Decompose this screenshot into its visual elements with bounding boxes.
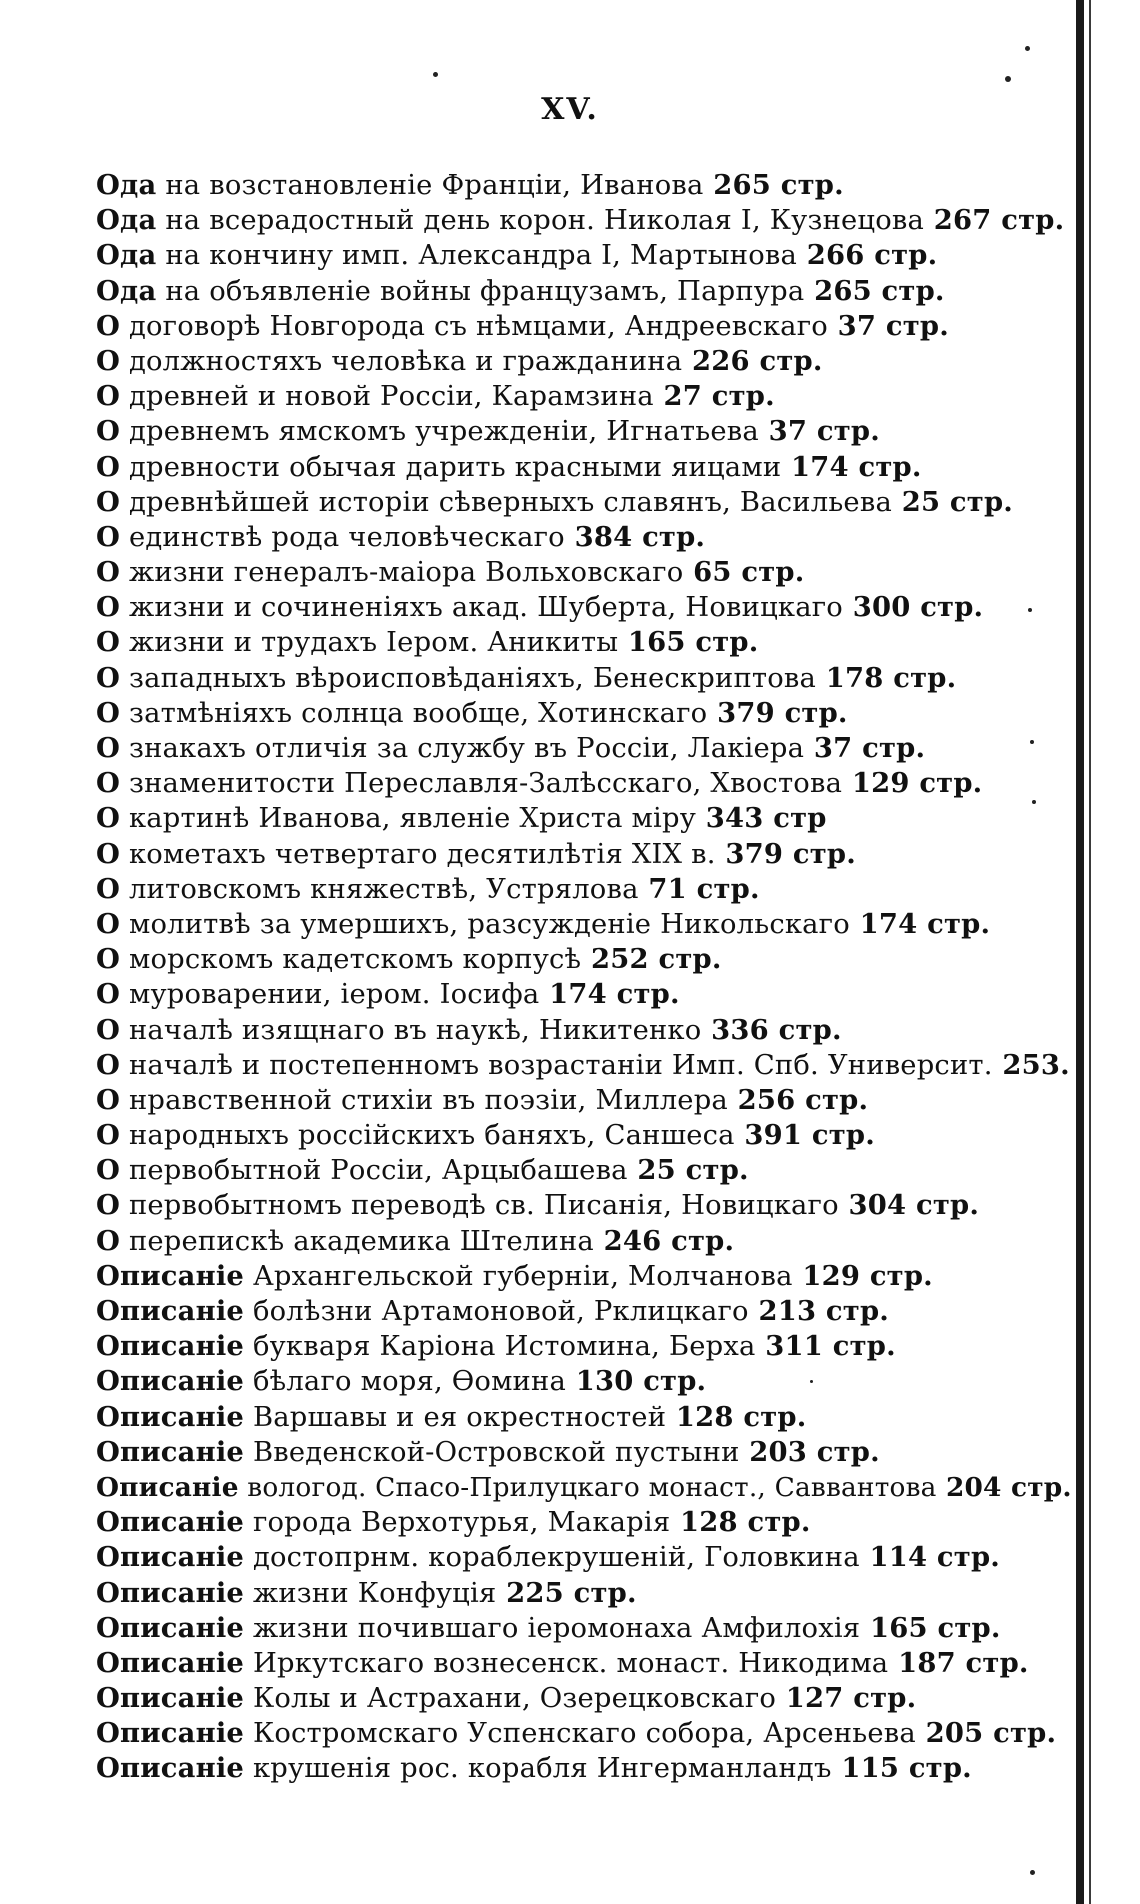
entry-title: букваря Каріона Истомина, Берха xyxy=(244,1331,756,1363)
index-entry xyxy=(96,1435,1076,1470)
entry-heading-word: Ода xyxy=(96,239,157,272)
entry-title: жизни и трудахъ Іером. Аникиты xyxy=(120,627,619,659)
index-entry xyxy=(96,907,1076,942)
index-entry xyxy=(96,1188,1076,1223)
entry-heading-word: Описаніе xyxy=(96,1682,245,1715)
entry-title: морскомъ кадетскомъ корпусѣ xyxy=(120,944,582,976)
index-entry xyxy=(96,977,1076,1012)
entry-title: первобытномъ переводѣ св. Писанія, Новицкаго xyxy=(120,1190,839,1222)
entry-page-ref: 343 стр xyxy=(696,802,827,835)
scan-speck xyxy=(1032,800,1036,804)
entry-page-ref: 37 стр. xyxy=(804,732,926,764)
entry-page-ref: 226 стр. xyxy=(682,344,823,377)
entry-heading-word: Ода xyxy=(96,274,157,307)
index-entry xyxy=(96,555,1076,590)
entry-title: знакахъ отличія за службу въ Россіи, Лакіера xyxy=(120,733,805,764)
entry-heading-word: О xyxy=(96,1224,121,1257)
index-entry xyxy=(96,731,1076,766)
scan-speck xyxy=(433,72,438,77)
entry-heading-word: О xyxy=(96,450,121,483)
entry-title: древнѣйшей исторіи сѣверныхъ славянъ, Васильева xyxy=(120,486,892,518)
entry-heading-word: О xyxy=(96,802,121,835)
index-entry xyxy=(96,309,1076,344)
entry-title: древности обычая дарить красными яицами xyxy=(120,451,782,483)
entry-title: Костромскаго Успенскаго собора, Арсеньева xyxy=(244,1718,916,1750)
index-entry xyxy=(96,1646,1076,1681)
entry-page-ref: 37 стр. xyxy=(758,415,880,448)
entry-page-ref: 174 стр. xyxy=(849,907,991,940)
entry-page-ref: 266 стр. xyxy=(797,239,938,272)
entry-heading-word: О xyxy=(96,309,121,342)
entry-title: Варшавы и ея окрестностей xyxy=(244,1401,667,1433)
page-number: XV. xyxy=(541,92,599,127)
entry-title: жизни и сочиненіяхъ акад. Шуберта, Новицкаго xyxy=(120,592,843,624)
entry-page-ref: 129 стр. xyxy=(792,1259,933,1292)
index-entry xyxy=(96,1576,1076,1611)
entry-page-ref: 304 стр. xyxy=(838,1189,980,1222)
entry-title: на объявленіе войны французамъ, Парпура xyxy=(156,275,805,307)
index-entry xyxy=(96,942,1076,977)
index-entry xyxy=(96,1013,1076,1048)
entry-title: крушенія рос. корабля Ингерманландъ xyxy=(244,1753,832,1785)
entry-heading-word: О xyxy=(96,591,121,624)
entry-page-ref: 114 стр. xyxy=(859,1541,1001,1574)
entry-title: молитвѣ за умершихъ, разсужденіе Никольскаго xyxy=(120,908,850,940)
entry-page-ref: 336 стр. xyxy=(701,1013,842,1046)
entry-heading-word: Описаніе xyxy=(96,1752,245,1785)
entry-page-ref: 213 стр. xyxy=(748,1295,890,1327)
entry-heading-word: О xyxy=(96,696,121,729)
index-entry xyxy=(96,661,1076,696)
entry-title: перепискѣ академика Штелина xyxy=(120,1225,594,1257)
entry-page-ref: 71 стр. xyxy=(638,872,760,905)
entry-title: литовскомъ княжествѣ, Устрялова xyxy=(120,873,639,905)
entry-page-ref: 27 стр. xyxy=(653,380,775,413)
index-entry xyxy=(96,450,1076,485)
index-entry xyxy=(96,625,1076,660)
entry-heading-word: Описаніе xyxy=(96,1471,239,1503)
entry-page-ref: 384 стр. xyxy=(564,520,706,553)
entry-title: жизни почившаго іеромонаха Амфилохія xyxy=(244,1612,861,1644)
index-entry xyxy=(96,1400,1076,1435)
index-entry xyxy=(96,872,1076,907)
index-entry xyxy=(96,1540,1076,1575)
index-entry xyxy=(96,1294,1076,1329)
entry-title: Иркутскаго вознесенск. монаст. Никодима xyxy=(244,1647,889,1679)
entry-heading-word: Описаніе xyxy=(96,1400,245,1433)
index-entry xyxy=(96,696,1076,731)
entry-page-ref: 128 стр. xyxy=(670,1506,811,1539)
entry-heading-word: О xyxy=(96,732,121,764)
index-entry xyxy=(96,344,1076,379)
entry-heading-word: О xyxy=(96,626,121,659)
index-entry xyxy=(96,837,1076,872)
entry-page-ref: 300 стр. xyxy=(842,591,984,624)
entry-title: началѣ изящнаго въ наукѣ, Никитенко xyxy=(120,1014,702,1046)
entry-page-ref: 379 стр. xyxy=(707,696,848,729)
entry-title: жизни генералъ-маіора Вольховскаго xyxy=(120,557,684,589)
entry-heading-word: О xyxy=(96,485,121,518)
entry-heading-word: Описаніе xyxy=(96,1365,245,1398)
entry-page-ref: 65 стр. xyxy=(683,556,805,589)
index-entry xyxy=(96,590,1076,625)
scan-speck xyxy=(1025,46,1030,51)
entry-title: договорѣ Новгорода съ нѣмцами, Андреевскаго xyxy=(120,310,828,342)
entry-heading-word: О xyxy=(96,1119,121,1152)
index-entry xyxy=(96,1681,1076,1716)
index-entry xyxy=(96,379,1076,414)
entry-page-ref: 37 стр. xyxy=(827,309,949,342)
entry-heading-word: О xyxy=(96,1013,121,1046)
entry-title: западныхъ вѣроисповѣданіяхъ, Бенескриптова xyxy=(120,662,817,694)
entry-page-ref: 252 стр. xyxy=(581,943,722,976)
entry-heading-word: Описаніе xyxy=(96,1330,245,1363)
entry-heading-word: О xyxy=(96,837,121,870)
entry-heading-word: Описаніе xyxy=(96,1611,245,1644)
entry-title: достопрнм. кораблекрушеній, Головкина xyxy=(244,1542,860,1574)
entry-heading-word: О xyxy=(96,943,121,976)
index-entry xyxy=(96,203,1076,238)
index-entry xyxy=(96,485,1076,520)
index-entry-list xyxy=(96,168,1076,1787)
index-entry xyxy=(96,168,1076,203)
index-entry xyxy=(96,1364,1076,1399)
entry-page-ref: 246 стр. xyxy=(593,1224,735,1257)
entry-heading-word: О xyxy=(96,1154,121,1187)
entry-title: древнемъ ямскомъ учрежденіи, Игнатьева xyxy=(120,416,759,448)
entry-title: Архангельской губерніи, Молчанова xyxy=(244,1260,793,1292)
entry-page-ref: 128 стр. xyxy=(666,1400,807,1433)
entry-page-ref: 265 стр. xyxy=(804,274,945,307)
entry-title: нравственной стихіи въ поэзіи, Миллера xyxy=(120,1084,728,1116)
entry-page-ref: 130 стр. xyxy=(565,1365,707,1398)
index-entry xyxy=(96,1118,1076,1153)
scan-speck xyxy=(1028,608,1032,612)
index-entry xyxy=(96,414,1076,449)
entry-page-ref: 267 стр. xyxy=(924,204,1065,237)
index-entry xyxy=(96,238,1076,273)
entry-heading-word: О xyxy=(96,520,121,553)
entry-page-ref: 178 стр. xyxy=(816,661,957,694)
entry-page-ref: 391 стр. xyxy=(734,1119,875,1152)
entry-page-ref: 225 стр. xyxy=(496,1576,637,1609)
entry-heading-word: Описаніе xyxy=(96,1259,245,1292)
entry-heading-word: Ода xyxy=(96,204,157,237)
scan-speck xyxy=(1030,740,1034,744)
entry-page-ref: 25 стр. xyxy=(627,1154,749,1187)
entry-page-ref: 165 стр. xyxy=(860,1611,1001,1644)
entry-heading-word: О xyxy=(96,344,121,377)
index-entry xyxy=(96,1329,1076,1364)
entry-title: вологод. Спасо-Прилуцкаго монаст., Саввантова xyxy=(238,1472,937,1503)
scan-speck xyxy=(810,1380,813,1383)
entry-page-ref: 256 стр. xyxy=(727,1083,869,1116)
index-entry xyxy=(96,766,1076,801)
entry-title: Колы и Астрахани, Озерецковскаго xyxy=(244,1683,777,1715)
page-edge-line xyxy=(1089,0,1091,1904)
entry-title: кометахъ четвертаго десятилѣтія XIX в. xyxy=(120,838,716,870)
entry-page-ref: 203 стр. xyxy=(739,1435,880,1468)
entry-heading-word: Описаніе xyxy=(96,1576,245,1609)
entry-heading-word: Описаніе xyxy=(96,1717,245,1750)
entry-title: города Верхотурья, Макарія xyxy=(244,1507,671,1539)
entry-heading-word: Ода xyxy=(96,169,157,201)
entry-title: на возстановленіе Франціи, Иванова xyxy=(156,170,704,201)
entry-page-ref: 253. xyxy=(992,1048,1070,1081)
index-entry xyxy=(96,1259,1076,1294)
entry-title: муроварении, іером. Іосифа xyxy=(120,979,540,1011)
entry-heading-word: О xyxy=(96,872,121,905)
entry-page-ref: 174 стр. xyxy=(781,450,922,483)
entry-title: должностяхъ человѣка и гражданина xyxy=(120,345,683,377)
entry-heading-word: О xyxy=(96,767,121,800)
entry-title: на кончину имп. Александра I, Мартынова xyxy=(156,240,798,272)
entry-heading-word: Описаніе xyxy=(96,1506,245,1539)
entry-title: на всерадостный день корон. Николая I, Кузнецова xyxy=(156,205,925,237)
entry-title: знаменитости Переславля-Залѣсскаго, Хвостова xyxy=(120,768,843,800)
entry-heading-word: О xyxy=(96,1048,121,1081)
index-entry xyxy=(96,1048,1076,1083)
index-entry xyxy=(96,1153,1076,1188)
entry-title: жизни Конфуція xyxy=(244,1577,497,1609)
entry-title: единствѣ рода человѣческаго xyxy=(120,521,565,553)
index-entry xyxy=(96,1083,1076,1118)
index-entry xyxy=(96,520,1076,555)
entry-title: картинѣ Иванова, явленіе Христа міру xyxy=(120,803,697,835)
entry-title: болѣзни Артамоновой, Рклицкаго xyxy=(244,1296,749,1327)
entry-heading-word: О xyxy=(96,907,121,940)
entry-page-ref: 115 стр. xyxy=(831,1752,972,1785)
entry-page-ref: 129 стр. xyxy=(842,767,983,800)
entry-page-ref: 187 стр. xyxy=(888,1646,1029,1679)
entry-page-ref: 25 стр. xyxy=(891,485,1014,518)
entry-title: бѣлаго моря, Ѳомина xyxy=(244,1366,566,1398)
entry-heading-word: Описаніе xyxy=(96,1295,245,1327)
entry-heading-word: Описаніе xyxy=(96,1435,245,1468)
entry-title: затмѣніяхъ солнца вообще, Хотинскаго xyxy=(120,697,708,729)
page-edge-shadow xyxy=(1076,0,1084,1904)
entry-page-ref: 379 стр. xyxy=(715,837,856,870)
entry-heading-word: О xyxy=(96,978,121,1011)
entry-heading-word: О xyxy=(96,661,121,694)
scan-speck xyxy=(1030,1870,1035,1875)
entry-heading-word: О xyxy=(96,1083,121,1116)
entry-page-ref: 127 стр. xyxy=(776,1682,917,1715)
entry-title: началѣ и постепенномъ возрастаніи Имп. Спб. Университ. xyxy=(120,1049,993,1081)
entry-page-ref: 265 стр. xyxy=(703,169,844,201)
entry-heading-word: Описаніе xyxy=(96,1541,245,1574)
index-entry xyxy=(96,1505,1076,1540)
entry-page-ref: 204 стр. xyxy=(936,1471,1072,1503)
scan-speck xyxy=(1005,76,1011,82)
entry-title: Введенской-Островской пустыни xyxy=(244,1436,740,1468)
index-entry xyxy=(96,1751,1076,1786)
index-entry xyxy=(96,1716,1076,1751)
entry-heading-word: Описаніе xyxy=(96,1646,245,1679)
entry-title: первобытной Россіи, Арцыбашева xyxy=(120,1155,628,1187)
entry-page-ref: 165 стр. xyxy=(618,626,759,659)
index-entry xyxy=(96,1224,1076,1259)
index-entry xyxy=(96,1611,1076,1646)
entry-title: древней и новой Россіи, Карамзина xyxy=(120,381,654,413)
entry-title: народныхъ россійскихъ баняхъ, Саншеса xyxy=(120,1120,735,1152)
index-entry xyxy=(96,1470,1076,1505)
entry-heading-word: О xyxy=(96,1189,121,1222)
index-entry xyxy=(96,801,1076,836)
entry-heading-word: О xyxy=(96,380,121,413)
entry-page-ref: 205 стр. xyxy=(915,1717,1057,1750)
entry-page-ref: 174 стр. xyxy=(539,978,680,1011)
entry-heading-word: О xyxy=(96,556,121,589)
entry-page-ref: 311 стр. xyxy=(755,1330,896,1363)
index-entry xyxy=(96,274,1076,309)
entry-heading-word: О xyxy=(96,415,121,448)
